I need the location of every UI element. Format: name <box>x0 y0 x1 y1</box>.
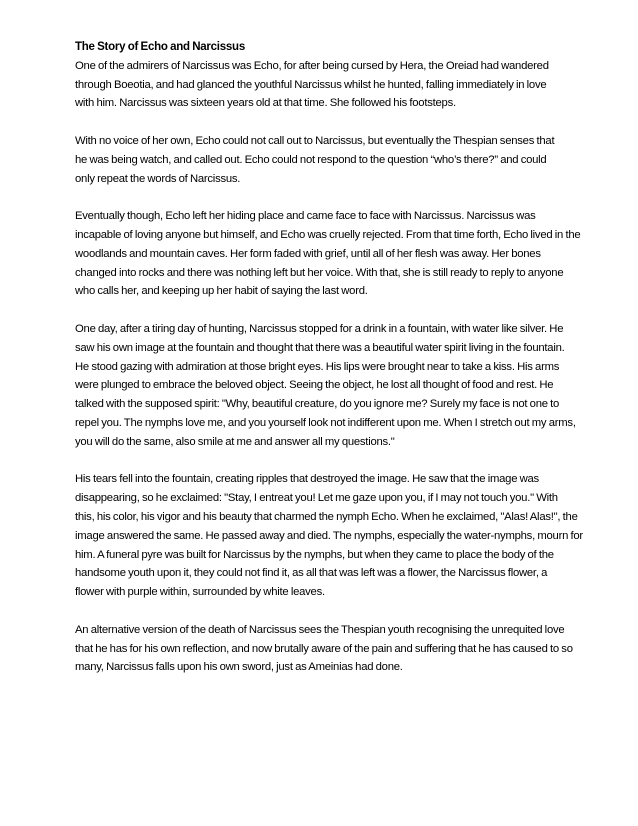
paragraph-line: flower with purple within, surrounded by white leaves. <box>75 586 325 599</box>
paragraph-line: through Boeotia, and had glanced the youthful Narcissus whilst he hunted, falling immediately in love <box>75 78 547 91</box>
paragraph-line: With no voice of her own, Echo could not call out to Narcissus, but eventually the Thespian senses that <box>75 134 555 147</box>
paragraph-line: disappearing, so he exclaimed: "Stay, I entreat you! Let me gaze upon you, if I may not touch you." With <box>75 492 558 505</box>
paragraph-5 <box>75 470 583 602</box>
paragraph-line: repel you. The nymphs love me, and you yourself look not indifferent upon me. When I stretch out my arms, <box>75 416 576 429</box>
paragraph-4 <box>75 320 576 452</box>
paragraph-line: who calls her, and keeping up her habit of saying the last word. <box>75 285 368 298</box>
paragraph-line: woodlands and mountain caves. Her form faded with grief, until all of her flesh was away. Her bones <box>75 247 541 260</box>
paragraph-line: Eventually though, Echo left her hiding place and came face to face with Narcissus. Narcissus was <box>75 210 536 223</box>
paragraph-line: His tears fell into the fountain, creating ripples that destroyed the image. He saw that the image was <box>75 473 539 486</box>
paragraph-line: talked with the supposed spirit: "Why, beautiful creature, do you ignore me? Surely my face is not one to <box>75 398 560 411</box>
paragraph-1 <box>75 57 571 113</box>
paragraph-line: he was being watch, and called out. Echo could not respond to the question “who’s there?” and could <box>75 153 547 166</box>
paragraph-line: many, Narcissus falls upon his own sword, just as Ameinias had done. <box>75 661 403 674</box>
paragraph-line: changed into rocks and there was nothing left but her voice. With that, she is still ready to reply to anyone <box>75 266 564 279</box>
paragraph-line: you will do the same, also smile at me and answer all my questions." <box>75 435 395 448</box>
paragraph-line: An alternative version of the death of Narcissus sees the Thespian youth recognising the unrequited love <box>75 623 565 636</box>
paragraph-line: this, his color, his vigor and his beauty that charmed the nymph Echo. When he exclaimed, "Alas! Alas!", the <box>75 510 578 523</box>
paragraph-2 <box>75 132 571 188</box>
paragraph-line: One day, after a tiring day of hunting, Narcissus stopped for a drink in a fountain, with water like silver. He <box>75 322 564 335</box>
paragraph-line: One of the admirers of Narcissus was Echo, for after being cursed by Hera, the Oreiad had wandered <box>75 59 549 72</box>
paragraph-line: handsome youth upon it, they could not find it, as all that was left was a flower, the Narcissus flower, a <box>75 567 548 580</box>
paragraph-line: saw his own image at the fountain and thought that there was a beautiful water spirit living in the fountain. <box>75 341 565 354</box>
paragraph-line: were plunged to embrace the beloved object. Seeing the object, he lost all thought of food and rest. He <box>75 379 554 392</box>
paragraph-line: He stood gazing with admiration at those bright eyes. His lips were brought near to take a kiss. His arms <box>75 360 560 373</box>
document-title: The Story of Echo and Narcissus <box>75 41 245 53</box>
paragraph-line: that he has for his own reflection, and now brutally aware of the pain and suffering that he has caused to so <box>75 642 573 655</box>
paragraph-line: incapable of loving anyone but himself, and Echo was cruelly rejected. From that time forth, Echo lived in the <box>75 228 581 241</box>
paragraph-line: with him. Narcissus was sixteen years old at that time. She followed his footsteps. <box>75 97 456 110</box>
paragraph-3 <box>75 207 581 301</box>
paragraph-line: only repeat the words of Narcissus. <box>75 172 241 185</box>
document-body <box>75 38 583 696</box>
paragraph-line: him. A funeral pyre was built for Narcissus by the nymphs, but when they came to place the body of the <box>75 548 554 561</box>
paragraph-6 <box>75 621 571 677</box>
paragraph-line: image answered the same. He passed away and died. The nymphs, especially the water-nymphs, mourn for <box>75 529 583 542</box>
